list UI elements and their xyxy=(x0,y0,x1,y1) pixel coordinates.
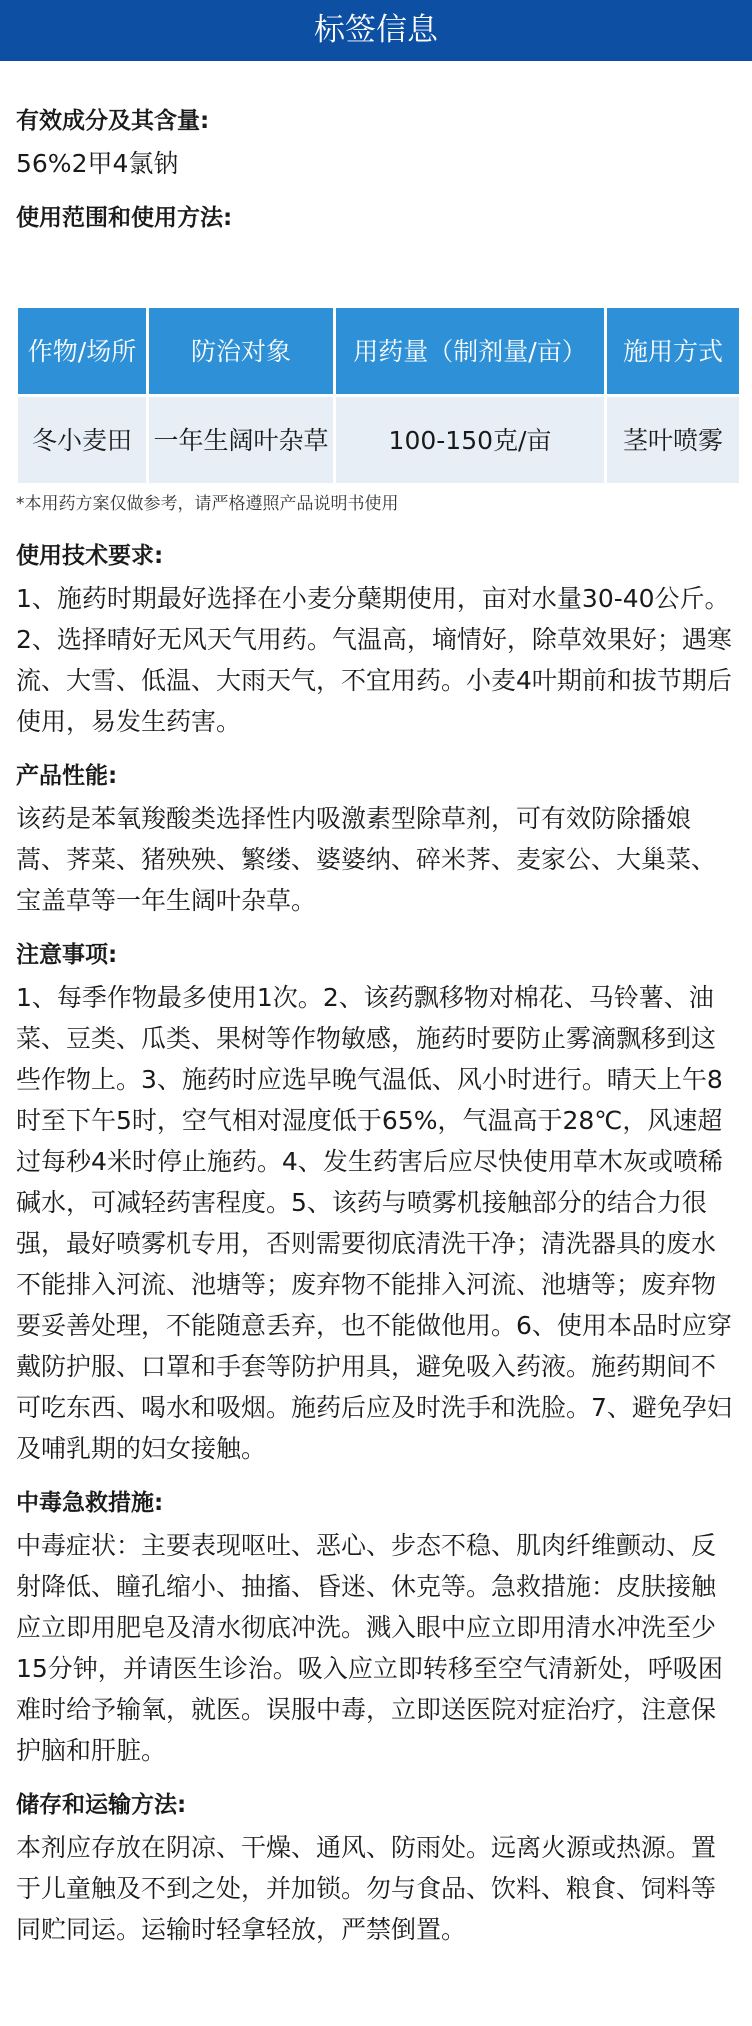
usage-table xyxy=(15,305,742,486)
page-title: 标签信息 xyxy=(314,12,438,48)
label-content xyxy=(0,105,752,234)
storage-heading: 储存和运输方法: xyxy=(16,1792,187,1818)
page-header xyxy=(0,0,752,61)
cell-method: 茎叶喷雾 xyxy=(607,397,739,483)
cell-target: 一年生阔叶杂草 xyxy=(149,397,333,483)
header-crop: 作物/场所 xyxy=(18,308,146,394)
table-row xyxy=(18,397,739,483)
first-aid-text: 中毒症状：主要表现呕吐、恶心、步态不稳、肌肉纤维颤动、反射降低、瞳孔缩小、抽搐、昏迷、休克等。急救措施：皮肤接触应立即用肥皂及清水彻底冲洗。溅入眼中应立即用清水冲洗至少15分钟，并请医生诊治。吸入应立即转移至空气清新处，呼吸困难时给予输氧，就医。误服中毒，立即送医院对症治疗，注意保护脑和肝脏。 xyxy=(16,1531,723,1765)
header-dosage: 用药量（制剂量/亩） xyxy=(336,308,604,394)
performance-heading: 产品性能: xyxy=(16,763,118,789)
technique-heading: 使用技术要求: xyxy=(16,543,164,569)
cell-dosage: 100-150克/亩 xyxy=(336,397,604,483)
storage-text: 本剂应存放在阴凉、干燥、通风、防雨处。远离火源或热源。置于儿童触及不到之处，并加锁。勿与食品、饮料、粮食、饲料等同贮同运。运输时轻拿轻放，严禁倒置。 xyxy=(16,1833,717,1944)
usage-heading: 使用范围和使用方法: xyxy=(16,205,233,231)
caution-heading: 注意事项: xyxy=(16,942,118,968)
usage-note: *本用药方案仅做参考，请严格遵照产品说明书使用 xyxy=(16,494,399,514)
ingredient-text: 56%2甲4氯钠 xyxy=(16,149,179,178)
header-target: 防治对象 xyxy=(149,308,333,394)
ingredient-heading: 有效成分及其含量: xyxy=(16,108,210,134)
cell-crop: 冬小麦田 xyxy=(18,397,146,483)
header-method: 施用方式 xyxy=(607,308,739,394)
label-details xyxy=(0,540,752,1950)
performance-text: 该药是苯氧羧酸类选择性内吸激素型除草剂，可有效防除播娘蒿、荠菜、猪殃殃、繁缕、婆婆纳、碎米荠、麦家公、大巢菜、宝盖草等一年生阔叶杂草。 xyxy=(16,804,717,915)
first-aid-heading: 中毒急救措施: xyxy=(16,1490,164,1516)
usage-table-header-row xyxy=(18,308,739,394)
caution-text: 1、每季作物最多使用1次。2、该药飘移物对棉花、马铃薯、油菜、豆类、瓜类、果树等作物敏感，施药时要防止雾滴飘移到这些作物上。3、施药时应选早晚气温低、风小时进行。晴天上午8时至下午5时，空气相对湿度低于65%，气温高于28℃，风速超过每秒4米时停止施药。4、发生药害后应尽快使用草木灰或喷稀碱水，可减轻药害程度。5、该药与喷雾机接触部分的结合力很强，最好喷雾机专用，否则需要彻底清洗干净；清洗器具的废水不能排入河流、池塘等；废弃物不能排入河流、池塘等；废弃物要妥善处理，不能随意丢弃，也不能做他用。6、使用本品时应穿戴防护服、口罩和手套等防护用具，避免吸入药液。施药期间不可吃东西、喝水和吸烟。施药后应及时洗手和洗脸。7、避免孕妇及哺乳期的妇女接触。 xyxy=(16,983,732,1463)
technique-text: 1、施药时期最好选择在小麦分蘖期使用，亩对水量30-40公斤。2、选择晴好无风天气用药。气温高，墒情好，除草效果好；遇寒流、大雪、低温、大雨天气，不宜用药。小麦4叶期前和拔节期后使用，易发生药害。 xyxy=(16,584,732,736)
